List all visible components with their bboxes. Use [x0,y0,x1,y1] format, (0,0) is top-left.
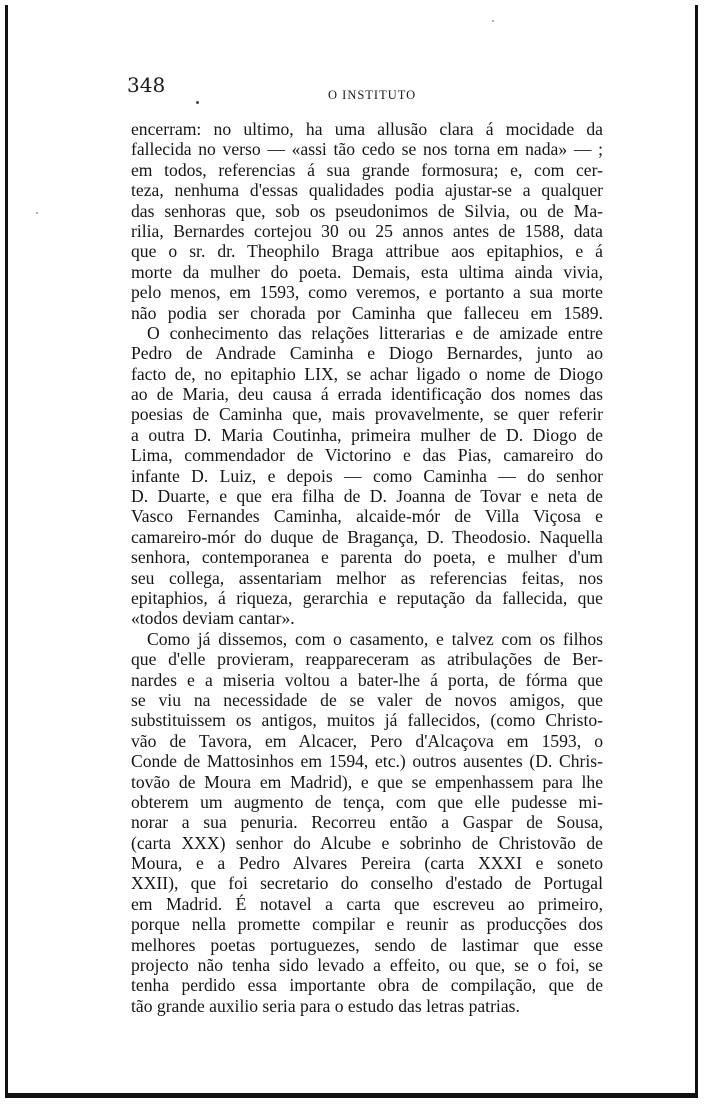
text-line: infante D. Luiz, e depois — como Caminha — do senhor [131,465,603,486]
page-number: 348 [127,73,166,97]
text-line: epitaphios, á riqueza, gerarchia e reputação da fallecida, que [131,587,603,608]
text-line: nardes e a miseria voltou a bater-lhe á porta, de fórma que [131,669,603,690]
text-line: não podia ser chorada por Caminha que falleceu em 1589. [131,302,603,323]
body-text [131,119,603,1016]
text-line: rilia, Bernardes cortejou 30 ou 25 annos antes de 1588, data [131,220,603,241]
text-line: D. Duarte, e que era filha de D. Joanna de Tovar e neta de [131,486,603,507]
text-line: substituissem os antigos, muitos já fallecidos, (como Christo- [131,710,603,731]
text-line: tão grande auxilio seria para o estudo das letras patrias. [131,995,520,1016]
text-line: morte da mulher do poeta. Demais, esta ultima ainda vivia, [131,261,603,282]
text-line: tovão de Moura em Madrid), e que se empenhassem para lhe [131,771,603,792]
text-line: XXII), que foi secretario do conselho d'estado de Portugal [131,873,603,894]
text-line: norar a sua penuria. Recorreu então a Gaspar de Sousa, [131,812,603,833]
text-line: que d'elle provieram, reappareceram as atribulações de Ber- [131,649,603,670]
print-speck [492,20,494,22]
text-line: Pedro de Andrade Caminha e Diogo Bernardes, junto ao [131,343,603,364]
text-line: Como já dissemos, com o casamento, e talvez com os filhos [147,628,603,649]
text-line: que o sr. dr. Theophilo Braga attribue aos epitaphios, e á [131,241,603,262]
text-line: facto de, no epitaphio LIX, se achar ligado o nome de Diogo [131,363,603,384]
text-line: ao de Maria, deu causa á errada identificação dos nomes das [131,384,603,405]
text-line: seu collega, assentariam melhor as referencias feitas, nos [131,567,603,588]
print-speck [36,212,38,214]
text-line: Lima, commendador de Victorino e das Pias, camareiro do [131,445,603,466]
print-speck [196,101,199,104]
text-line: a outra D. Maria Coutinha, primeira mulher de D. Diogo de [131,424,603,445]
running-head: O INSTITUTO [328,88,417,102]
text-line: encerram: no ultimo, ha uma allusão clara á mocidade da [131,119,603,139]
text-line: em Madrid. É notavel a carta que escreveu ao primeiro, [131,893,603,914]
text-line: melhores poetas portuguezes, sendo de lastimar que esse [131,934,603,955]
text-line: porque nella promette compilar e reunir as producções dos [131,914,603,935]
text-line: camareiro-mór do duque de Bragança, D. Theodosio. Naquella [131,526,603,547]
text-line: se viu na necessidade de se valer de novos amigos, que [131,689,603,710]
text-line: Conde de Mattosinhos em 1594, etc.) outros ausentes (D. Chris- [131,751,603,772]
text-line: em todos, referencias á sua grande formosura; e, com cer- [131,159,603,180]
text-line: das senhoras que, sob os pseudonimos de Silvia, ou de Ma- [131,200,603,221]
text-line: obterem um augmento de tença, com que elle pudesse mi- [131,791,603,812]
text-line: (carta XXX) senhor do Alcube e sobrinho de Christovão de [131,832,603,853]
text-line: poesias de Caminha que, mais provavelmente, se quer referir [131,404,603,425]
text-line: teza, nenhuma d'essas qualidades podia ajustar-se a qualquer [131,180,603,201]
text-line: vão de Tavora, em Alcacer, Pero d'Alcaçova em 1593, o [131,730,603,751]
text-line: Moura, e a Pedro Alvares Pereira (carta XXXI e soneto [131,853,603,874]
text-line: pelo menos, em 1593, como veremos, e portanto a sua morte [131,282,603,303]
text-line: projecto não tenha sido levado a effeito, ou que, se o foi, se [131,955,603,976]
text-line: Vasco Fernandes Caminha, alcaide-mór de Villa Viçosa e [131,506,603,527]
text-line: fallecida no verso — «assi tão cedo se nos torna em nada» — ; [131,139,603,160]
text-line: O conhecimento das relações litterarias e de amizade entre [147,322,603,343]
text-line: senhora, contemporanea e parenta do poeta, e mulher d'um [131,547,603,568]
text-line: tenha perdido essa importante obra de compilação, que de [131,975,603,996]
text-line: «todos deviam cantar». [131,608,295,629]
